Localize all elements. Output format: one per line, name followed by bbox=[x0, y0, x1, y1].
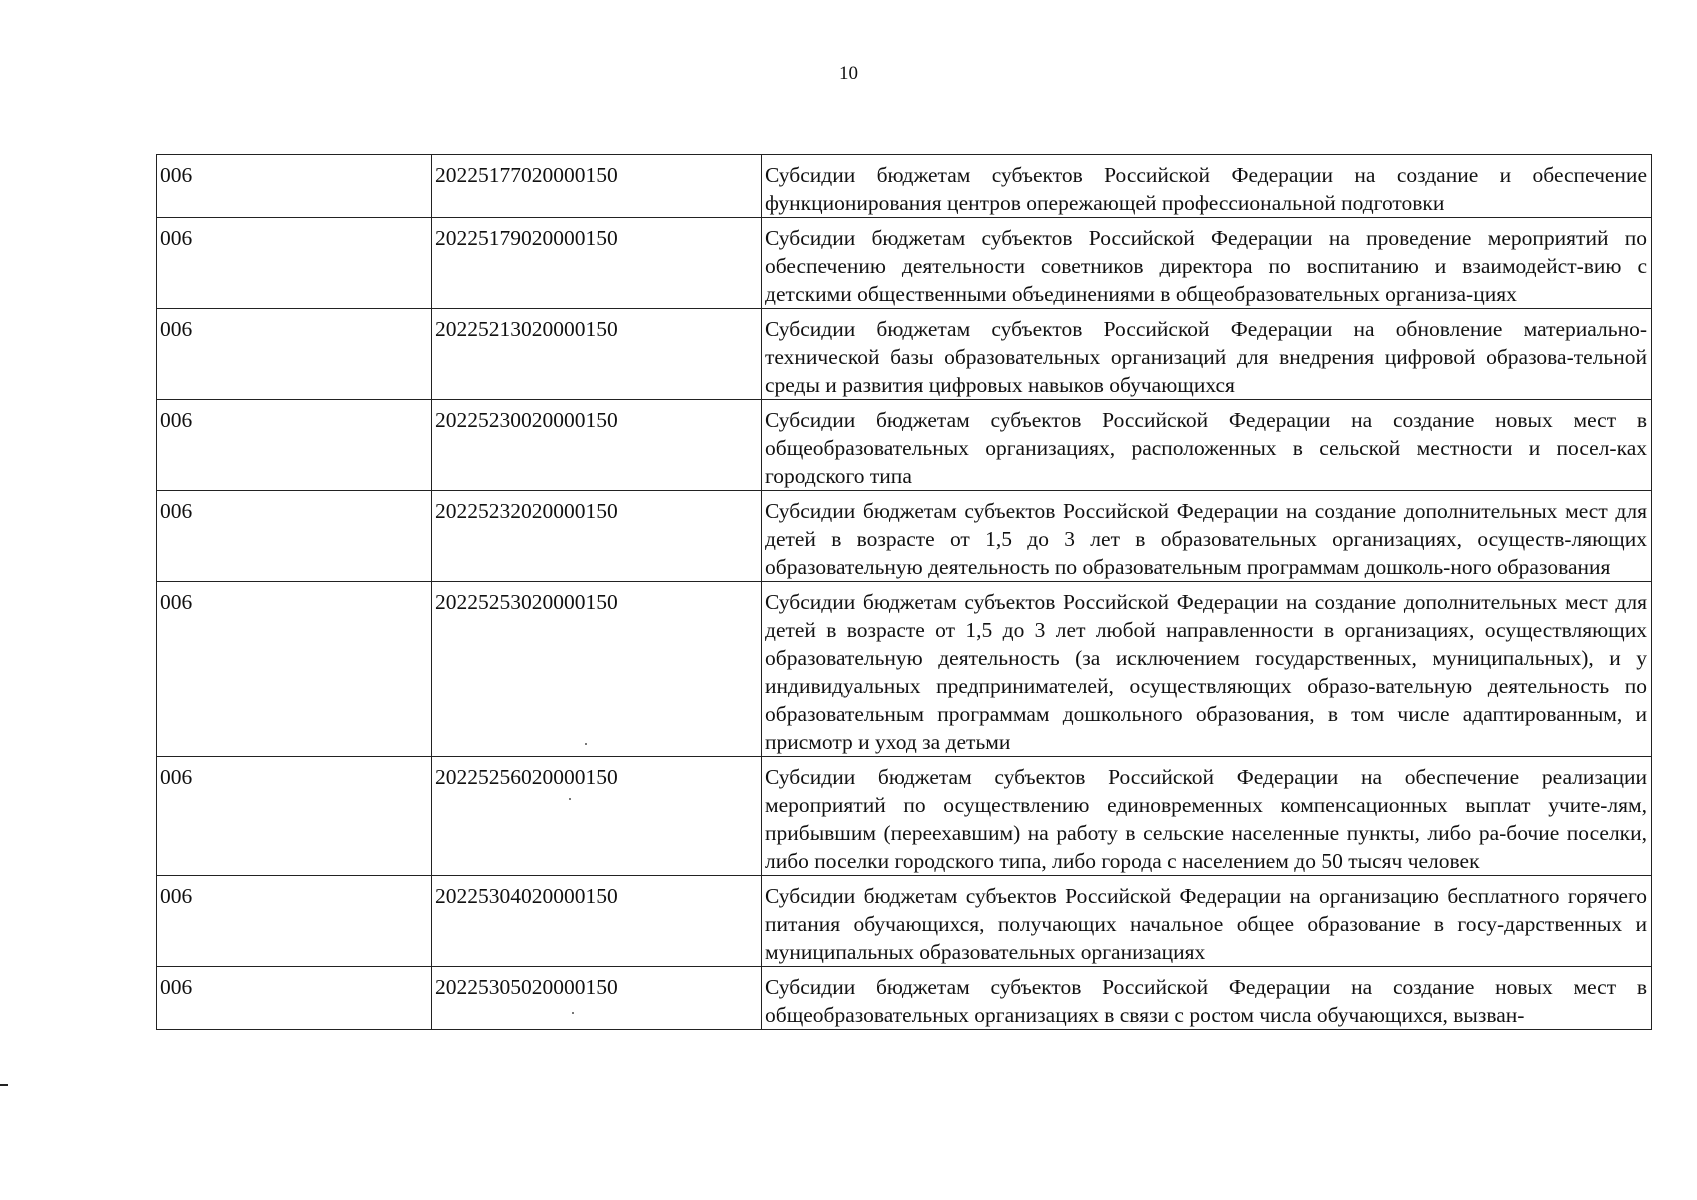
income-name-cell: Субсидии бюджетам субъектов Российской Федерации на проведение мероприятий по обеспечению деятельности советников директора по воспитанию и взаимодейст-вию с детскими общественными объединениями в общеобразовательных организа-циях bbox=[762, 218, 1652, 309]
budget-code-cell: 20225177020000150 bbox=[432, 155, 762, 218]
budget-code-cell: 20225213020000150 bbox=[432, 309, 762, 400]
income-name-cell: Субсидии бюджетам субъектов Российской Федерации на обеспечение реализации мероприятий по осуществлению единовременных компенсационных выплат учите-лям, прибывшим (переехавшим) на работу в сельские населенные пункты, либо ра-бочие поселки, либо поселки городского типа, либо города с населением до 50 тысяч человек bbox=[762, 757, 1652, 876]
income-name-cell: Субсидии бюджетам субъектов Российской Федерации на создание дополнительных мест для детей в возрасте от 1,5 до 3 лет любой направленности в организациях, осуществляющих образовательную деятельность (за исключением государственных, муниципальных), и у индивидуальных предпринимателей, осуществляющих образо-вательную деятельность по образовательным программам дошкольного образования, в том числе адаптированным, и присмотр и уход за детьми bbox=[762, 582, 1652, 757]
admin-code-cell: 006 bbox=[157, 400, 432, 491]
budget-code-cell: 20225179020000150 bbox=[432, 218, 762, 309]
page-number: 10 bbox=[839, 63, 858, 84]
admin-code-cell: 006 bbox=[157, 218, 432, 309]
income-name-cell: Субсидии бюджетам субъектов Российской Федерации на создание дополнительных мест для детей в возрасте от 1,5 до 3 лет в образовательных организациях, осуществ-ляющих образовательную деятельность по образовательным программам дошколь-ного образования bbox=[762, 491, 1652, 582]
table-row bbox=[157, 218, 1652, 309]
admin-code-cell: 006 bbox=[157, 876, 432, 967]
table-row bbox=[157, 155, 1652, 218]
admin-code-cell: 006 bbox=[157, 757, 432, 876]
admin-code-cell: 006 bbox=[157, 491, 432, 582]
budget-codes-table bbox=[156, 154, 1652, 1030]
budget-code-cell: 20225305020000150 bbox=[432, 967, 762, 1030]
budget-code-cell: 20225230020000150 bbox=[432, 400, 762, 491]
table-row bbox=[157, 757, 1652, 876]
table-row bbox=[157, 491, 1652, 582]
scan-speck bbox=[585, 743, 587, 745]
budget-code-cell: 20225232020000150 bbox=[432, 491, 762, 582]
income-name-cell: Субсидии бюджетам субъектов Российской Федерации на обновление материально-технической базы образовательных организаций для внедрения цифровой образова-тельной среды и развития цифровых навыков обучающихся bbox=[762, 309, 1652, 400]
table-row bbox=[157, 400, 1652, 491]
table-row bbox=[157, 876, 1652, 967]
table-row bbox=[157, 309, 1652, 400]
scan-speck bbox=[572, 1012, 574, 1014]
income-name-cell: Субсидии бюджетам субъектов Российской Федерации на создание и обеспечение функционирования центров опережающей профессиональной подготовки bbox=[762, 155, 1652, 218]
scan-edge-mark bbox=[0, 1084, 8, 1086]
scan-speck bbox=[569, 798, 571, 800]
admin-code-cell: 006 bbox=[157, 582, 432, 757]
income-name-cell: Субсидии бюджетам субъектов Российской Федерации на организацию бесплатного горячего питания обучающихся, получающих начальное общее образование в госу-дарственных и муниципальных образовательных организациях bbox=[762, 876, 1652, 967]
income-name-cell: Субсидии бюджетам субъектов Российской Федерации на создание новых мест в общеобразовательных организациях в связи с ростом числа обучающихся, вызван- bbox=[762, 967, 1652, 1030]
admin-code-cell: 006 bbox=[157, 309, 432, 400]
table-row bbox=[157, 967, 1652, 1030]
admin-code-cell: 006 bbox=[157, 155, 432, 218]
budget-code-cell: 20225256020000150 bbox=[432, 757, 762, 876]
table-row bbox=[157, 582, 1652, 757]
budget-code-cell: 20225304020000150 bbox=[432, 876, 762, 967]
budget-code-cell: 20225253020000150 bbox=[432, 582, 762, 757]
admin-code-cell: 006 bbox=[157, 967, 432, 1030]
income-name-cell: Субсидии бюджетам субъектов Российской Федерации на создание новых мест в общеобразовательных организациях, расположенных в сельской местности и посел-ках городского типа bbox=[762, 400, 1652, 491]
